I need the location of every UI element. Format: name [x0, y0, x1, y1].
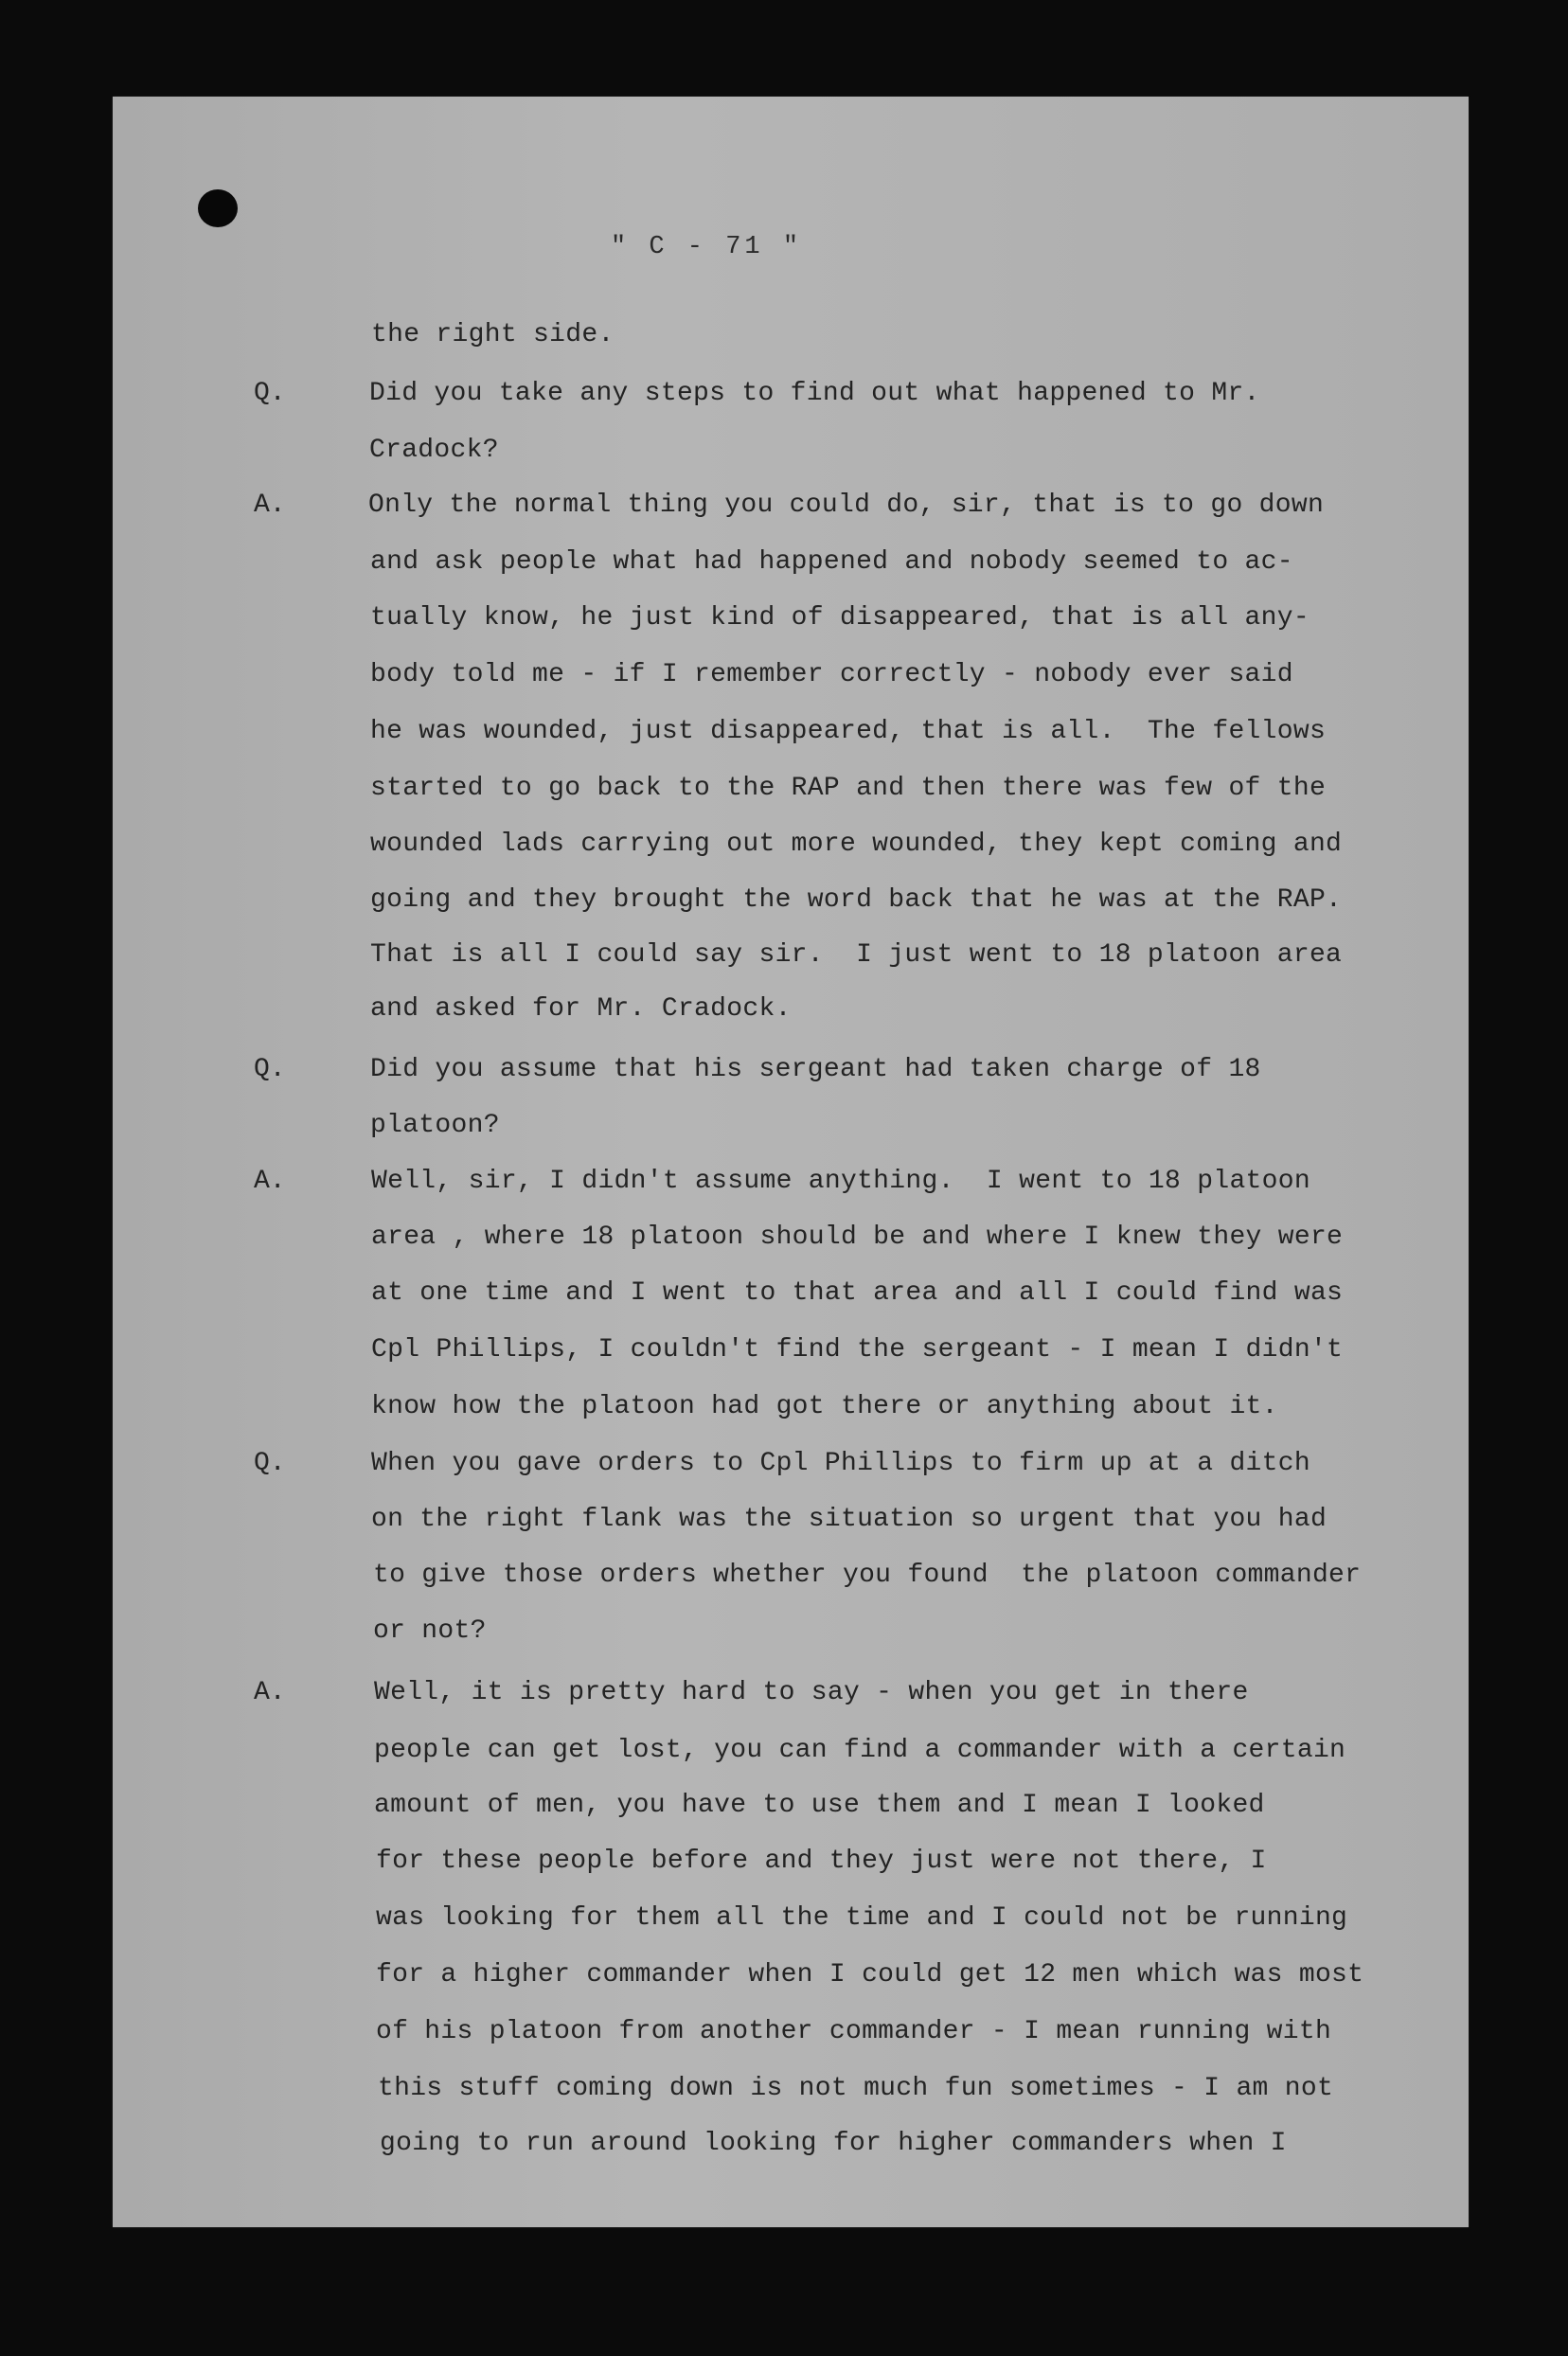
transcript-line: started to go back to the RAP and then there was few of the: [370, 774, 1327, 803]
transcript-line: on the right flank was the situation so urgent that you had: [371, 1505, 1327, 1534]
answer-marker: A.: [254, 1678, 286, 1707]
transcript-line: tually know, he just kind of disappeared, that is all any-: [370, 603, 1310, 633]
transcript-line: and ask people what had happened and nobody seemed to ac-: [370, 547, 1293, 577]
transcript-line: people can get lost, you can find a commander with a certain: [374, 1736, 1346, 1765]
transcript-line: amount of men, you have to use them and I mean I looked: [374, 1791, 1265, 1820]
answer-marker: A.: [254, 1167, 286, 1196]
transcript-line: of his platoon from another commander - I mean running with: [376, 2017, 1332, 2046]
transcript-line: area , where 18 platoon should be and where I knew they were: [371, 1223, 1344, 1252]
transcript-line: or not?: [373, 1616, 487, 1646]
question-marker: Q.: [254, 379, 286, 408]
transcript-line: Cradock?: [369, 436, 499, 465]
page-number: " C - 71 ": [611, 233, 803, 261]
transcript-line: and asked for Mr. Cradock.: [370, 994, 792, 1024]
transcript-line: Did you assume that his sergeant had taken charge of 18: [370, 1055, 1261, 1084]
transcript-line: platoon?: [370, 1111, 500, 1140]
transcript-line: going to run around looking for higher commanders when I: [380, 2129, 1287, 2158]
transcript-line: to give those orders whether you found the platoon commander: [373, 1561, 1362, 1590]
transcript-line: Did you take any steps to find out what happened to Mr.: [369, 379, 1260, 408]
transcript-line: Well, sir, I didn't assume anything. I went to 18 platoon: [371, 1167, 1310, 1196]
transcript-line: the right side.: [371, 320, 615, 349]
transcript-line: Cpl Phillips, I couldn't find the sergeant - I mean I didn't: [371, 1335, 1344, 1365]
transcript-line: That is all I could say sir. I just went to 18 platoon area: [370, 940, 1343, 970]
question-marker: Q.: [254, 1449, 286, 1478]
transcript-line: this stuff coming down is not much fun sometimes - I am not: [378, 2074, 1334, 2103]
transcript-line: was looking for them all the time and I could not be running: [376, 1903, 1348, 1933]
transcript-line: for a higher commander when I could get 12 men which was most: [376, 1960, 1364, 1990]
transcript-line: at one time and I went to that area and all I could find was: [371, 1278, 1344, 1308]
transcript-line: for these people before and they just were not there, I: [376, 1847, 1267, 1876]
transcript-line: When you gave orders to Cpl Phillips to firm up at a ditch: [371, 1449, 1310, 1478]
transcript-line: Only the normal thing you could do, sir, that is to go down: [368, 491, 1325, 520]
question-marker: Q.: [254, 1055, 286, 1084]
transcript-line: body told me - if I remember correctly - nobody ever said: [370, 660, 1293, 689]
transcript-line: going and they brought the word back that he was at the RAP.: [370, 885, 1343, 915]
answer-marker: A.: [254, 491, 286, 520]
transcript-line: know how the platoon had got there or anything about it.: [371, 1392, 1278, 1421]
transcript-line: wounded lads carrying out more wounded, they kept coming and: [370, 830, 1343, 859]
punch-hole: [198, 189, 238, 227]
transcript-line: Well, it is pretty hard to say - when you get in there: [374, 1678, 1249, 1707]
transcript-line: he was wounded, just disappeared, that is all. The fellows: [370, 717, 1327, 746]
